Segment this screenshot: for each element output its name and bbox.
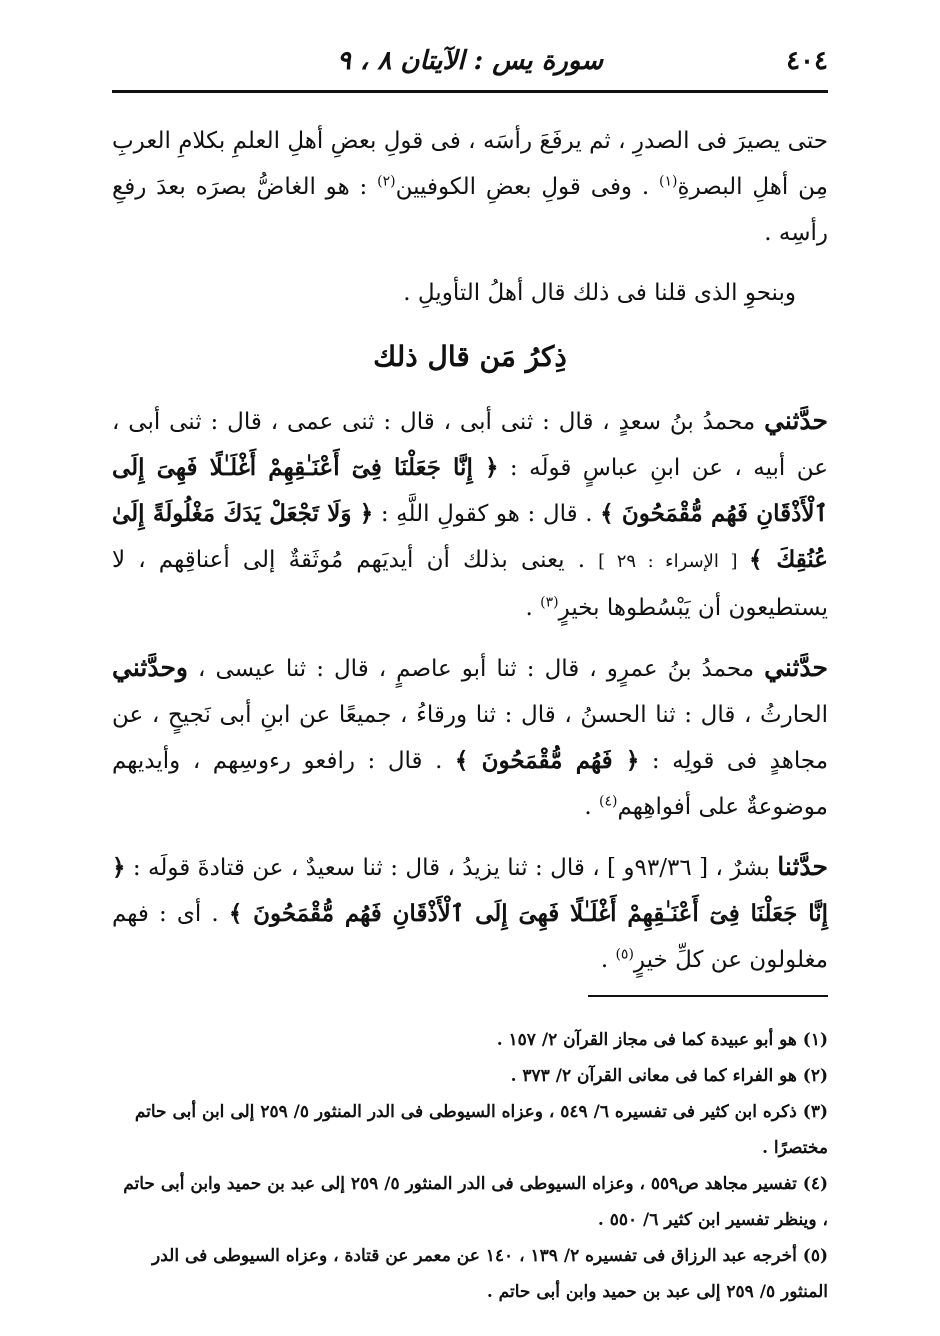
p4-text-c: . قال : رافعو رءوسِهم ، وأيديهم موضوعةٌ على أفواهِهم bbox=[112, 748, 828, 820]
running-title: سورة يس : الآيتان ٨ ، ٩ bbox=[336, 46, 604, 76]
page-number: ٤٠٤ bbox=[786, 46, 828, 76]
p3-end: . bbox=[525, 595, 541, 621]
paragraph-3 bbox=[112, 398, 828, 631]
paragraph-4 bbox=[112, 645, 828, 830]
p4-text-a: محمدُ بنُ عمرٍو ، قال : ثنا أبو عاصمٍ ، قال : ثنا عيسى ، bbox=[188, 656, 765, 682]
narration-keyword: حدَّثني bbox=[764, 406, 828, 435]
quran-verse: ﴿ فَهُم مُّقْمَحُونَ ﴾ bbox=[454, 747, 640, 774]
footnote-1: (١) هو أبو عبيدة كما فى مجاز القرآن ٢/ ١٥٧ . bbox=[496, 1030, 828, 1050]
footnote-marker-4: (٤) bbox=[599, 793, 618, 810]
section-heading: ذِكرُ مَن قال ذلك bbox=[373, 340, 567, 373]
footnote-marker-3: (٣) bbox=[540, 594, 559, 611]
footnote-5: (٥) أخرجه عبد الرزاق فى تفسيره ٢/ ١٣٩ ، ١٤٠ عن معمر عن قتادة ، وعزاه السيوطى فى الدر المنثور ٥/ ٢٥٩ إلى عبد بن حميد وابن أبى حاتم . bbox=[152, 1246, 828, 1302]
p1-mid: . وفى قولِ بعضِ الكوفيين bbox=[395, 174, 660, 200]
narration-keyword: حدَّثنا bbox=[777, 852, 828, 881]
p5-text-a: بشرٌ ، [ ٩٣/٣٦و ] ، قال : ثنا يزيدُ ، قال : ثنا سعيدٌ ، عن قتادةَ قولَه : bbox=[125, 855, 778, 881]
page-header bbox=[112, 42, 828, 86]
header-rule bbox=[112, 90, 828, 93]
paragraph-2: وبنحوِ الذى قلنا فى ذلك قال أهلُ التأويلِ . bbox=[403, 280, 796, 306]
p1-end: : هو الغاضُّ بصرَه بعدَ رفعِ رأسِه . bbox=[112, 174, 828, 246]
footnote-separator bbox=[588, 995, 828, 997]
paragraph-5 bbox=[112, 844, 828, 983]
p5-text-b: . أى : فهم مغلولون عن كلِّ خيرٍ bbox=[112, 901, 828, 973]
verse-reference: [ الإسراء : ٢٩ ] bbox=[598, 551, 750, 572]
p3-text-c: . يعنى بذلك أن أيديَهم مُوثَقةٌ إلى أعناقِهم ، لا يستطيعون أن يَبْسُطوها بخيرٍ bbox=[112, 547, 828, 621]
footnotes bbox=[112, 1022, 828, 1310]
p4-end: . bbox=[584, 794, 600, 820]
p3-text-b: . قال : هو كقولِ اللَّهِ : bbox=[373, 501, 601, 527]
footnote-marker-2: (٢) bbox=[377, 173, 396, 190]
main-text bbox=[112, 118, 828, 997]
narration-keyword: حدَّثني bbox=[764, 653, 828, 682]
paragraph-1 bbox=[112, 118, 828, 256]
p4-text-b: الحارثُ ، قال : ثنا الحسنُ ، قال : ثنا ورقاءُ ، جميعًا عن ابنِ أبى نَجيحٍ ، عن مجاهدٍ فى قولِه : bbox=[112, 702, 829, 774]
quran-verse: ﴿ وَلَا تَجْعَلْ يَدَكَ مَغْلُولَةً إِلَىٰ عُنُقِكَ ﴾ bbox=[112, 500, 829, 573]
footnote-4: (٤) تفسير مجاهد ص٥٥٩ ، وعزاه السيوطى فى الدر المنثور ٥/ ٢٥٩ إلى عبد بن حميد وابن أبى حاتم ، وينظر تفسير ابن كثير ٦/ ٥٥٠ . bbox=[123, 1174, 828, 1230]
quran-verse: ﴿ إِنَّا جَعَلْنَا فِىٓ أَعْنَـٰقِهِمْ أَغْلَـٰلًا فَهِىَ إِلَى ٱلْأَذْقَانِ فَهُم مُّقْمَحُونَ ﴾ bbox=[112, 454, 828, 527]
narration-keyword: وحدَّثني bbox=[112, 653, 188, 682]
quran-verse: ﴿ إِنَّا جَعَلْنَا فِىٓ أَعْنَـٰقِهِمْ أَغْلَـٰلًا فَهِىَ إِلَى ٱلْأَذْقَانِ فَهُم مُّقْمَحُونَ ﴾ bbox=[112, 854, 828, 927]
footnote-3: (٣) ذكره ابن كثير فى تفسيره ٦/ ٥٤٩ ، وعزاه السيوطى فى الدر المنثور ٥/ ٢٥٩ إلى ابن أبى حاتم مختصرًا . bbox=[134, 1102, 828, 1158]
footnote-marker-5: (٥) bbox=[615, 946, 634, 963]
p1-text: حتى يصيرَ فى الصدرِ ، ثم يرفَعَ رأسَه ، فى قولِ بعضِ أهلِ العلمِ بكلامِ العربِ مِن أهلِ البصرةِ bbox=[112, 128, 828, 200]
p3-text-a: محمدُ بنُ سعدٍ ، قال : ثنى أبى ، قال : ثنى عمى ، قال : ثنى أبى ، عن أبيه ، عن ابنِ عباسٍ قولَه : bbox=[112, 409, 828, 481]
footnote-2: (٢) هو الفراء كما فى معانى القرآن ٢/ ٣٧٣ . bbox=[510, 1066, 828, 1086]
p5-end: . bbox=[600, 947, 616, 973]
footnote-marker-1: (١) bbox=[659, 173, 678, 190]
